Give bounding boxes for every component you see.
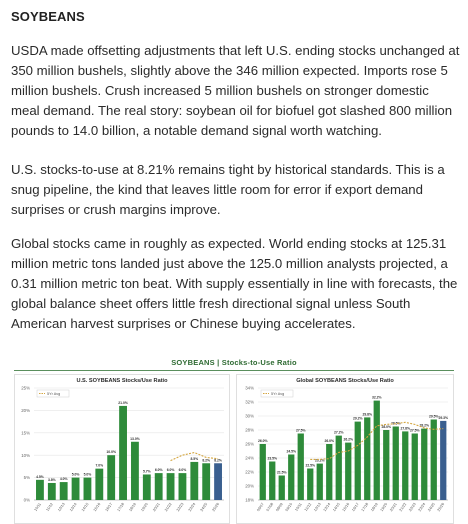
- bar-data-label: 32.2%: [371, 395, 382, 400]
- bar-data-label: 21.0%: [118, 400, 128, 405]
- bar-data-label: 4.5%: [36, 474, 44, 479]
- bar-13-14: [326, 444, 332, 500]
- bar-data-label: 26.0%: [324, 439, 335, 443]
- bar-data-label: 3.8%: [47, 477, 56, 482]
- bar-data-label: 28.0%: [381, 425, 392, 429]
- y-tick-label: 25%: [21, 385, 30, 391]
- x-tick-label: 10/11: [33, 502, 42, 512]
- x-tick-label: 17/18: [360, 502, 370, 513]
- bar-20-21: [393, 427, 399, 501]
- y-tick-label: 20%: [21, 408, 30, 413]
- x-tick-label: 09/10: [284, 502, 294, 513]
- x-tick-label: 23/24: [417, 502, 427, 513]
- us-stocks-use-chart: [14, 374, 230, 524]
- x-tick-label: 12/13: [313, 502, 322, 513]
- bar-21-22: [402, 431, 408, 500]
- bar-data-label: 24.5%: [286, 449, 297, 454]
- bar-23-24: [190, 462, 198, 500]
- x-tick-label: 20/21: [389, 502, 398, 513]
- x-tick-label: 24/25: [199, 502, 209, 513]
- bar-data-label: 23.5%: [267, 456, 278, 461]
- y-tick-label: 20%: [245, 483, 254, 489]
- bar-24-25: [431, 420, 437, 501]
- x-tick-label: 17/18: [116, 502, 126, 513]
- x-tick-label: 25/26: [436, 502, 446, 513]
- x-tick-label: 10/11: [294, 502, 303, 512]
- legend-label: 5Yr Avg: [47, 392, 61, 396]
- y-tick-label: 28%: [245, 427, 254, 433]
- x-tick-label: 18/19: [370, 502, 379, 513]
- bar-data-label: 27.5%: [295, 428, 306, 433]
- y-tick-label: 34%: [245, 385, 254, 391]
- y-tick-label: 15%: [21, 430, 30, 436]
- bar-10-11: [298, 434, 304, 501]
- bar-data-label: 28.2%: [419, 423, 430, 428]
- bar-data-label: 6.0%: [178, 468, 187, 473]
- bar-09-10: [288, 455, 294, 501]
- bar-23-24: [421, 429, 427, 500]
- x-tick-label: 21/22: [164, 502, 173, 513]
- x-tick-label: 07/08: [265, 502, 275, 513]
- x-tick-label: 12/13: [57, 502, 66, 513]
- bar-06-07: [260, 444, 266, 500]
- bar-data-label: 5.0%: [71, 472, 80, 477]
- x-tick-label: 16/17: [351, 502, 360, 513]
- bar-data-label: 26.2%: [343, 437, 354, 442]
- paragraph-stocks-to-use: U.S. stocks-to-use at 8.21% remains tight by historical standards. This is a snug pipeline, the kind that leaves little room for error if export demand surprises or crush margins improve.: [11, 162, 445, 217]
- y-tick-label: 30%: [245, 413, 254, 419]
- bar-data-label: 10.0%: [106, 450, 116, 455]
- x-tick-label: 21/22: [398, 502, 408, 513]
- bar-data-label: 21.5%: [276, 470, 287, 475]
- y-tick-label: 32%: [245, 399, 254, 405]
- bar-data-label: 26.0%: [257, 439, 268, 443]
- section-heading: SOYBEANS: [11, 9, 85, 24]
- bar-data-label: 23.2%: [314, 458, 325, 463]
- bar-data-label: 7.0%: [95, 463, 104, 468]
- legend-label: 5Yr Avg: [271, 392, 285, 396]
- bar-12-13: [60, 482, 68, 500]
- bar-22-23: [412, 434, 418, 501]
- bar-data-label: 5.7%: [142, 469, 151, 474]
- bar-data-label: 6.0%: [166, 468, 175, 473]
- bar-10-11: [36, 480, 44, 500]
- bar-data-label: 27.2%: [333, 430, 344, 435]
- y-tick-label: 10%: [21, 452, 30, 458]
- bar-data-label: 5.0%: [83, 472, 92, 477]
- bar-24-25: [202, 463, 210, 500]
- bar-data-label: 29.2%: [352, 416, 363, 421]
- bar-11-12: [307, 469, 313, 501]
- bar-data-label: 22.5%: [305, 463, 316, 468]
- bar-16-17: [107, 455, 115, 500]
- y-tick-label: 22%: [245, 469, 254, 475]
- bar-14-15: [336, 436, 342, 500]
- bar-18-19: [131, 442, 139, 500]
- chart-title: U.S. SOYBEANS Stocks/Use Ratio: [76, 378, 168, 384]
- bar-data-label: 8.2%: [202, 458, 211, 463]
- bar-16-17: [355, 422, 361, 500]
- bar-data-label: 29.8%: [362, 412, 373, 417]
- bar-19-20: [143, 474, 151, 500]
- bar-data-label: 13.0%: [130, 436, 140, 441]
- x-tick-label: 18/19: [128, 502, 137, 513]
- bar-14-15: [84, 478, 92, 500]
- bar-21-22: [167, 473, 175, 500]
- y-tick-label: 0%: [23, 497, 30, 503]
- bar-17-18: [364, 417, 370, 500]
- bar-data-label: 29.3%: [438, 415, 449, 420]
- x-tick-label: 14/15: [332, 502, 341, 513]
- figure-title-rule: [14, 370, 454, 371]
- bar-25-26: [214, 463, 222, 500]
- bar-data-label: 8.2%: [214, 458, 222, 463]
- bar-11-12: [48, 483, 56, 500]
- bar-22-23: [179, 473, 187, 500]
- bar-08-09: [279, 476, 285, 501]
- chart-title: Global SOYBEANS Stocks/Use Ratio: [296, 378, 394, 384]
- bar-data-label: 29.5%: [428, 414, 439, 419]
- bar-18-19: [374, 401, 380, 500]
- y-tick-label: 5%: [23, 475, 30, 481]
- bar-data-label: 27.5%: [409, 428, 420, 433]
- bar-19-20: [383, 430, 389, 500]
- bar-20-21: [155, 473, 163, 500]
- x-tick-label: 23/24: [187, 502, 197, 513]
- bar-data-label: 27.8%: [400, 426, 411, 431]
- bar-13-14: [72, 478, 80, 500]
- figure-title: SOYBEANS | Stocks-to-Use Ratio: [171, 358, 297, 367]
- x-tick-label: 13/14: [322, 502, 332, 513]
- x-tick-label: 11/12: [303, 502, 313, 512]
- x-tick-label: 15/16: [341, 502, 351, 513]
- x-tick-label: 19/20: [379, 502, 389, 513]
- bar-data-label: 6.0%: [154, 468, 163, 473]
- x-tick-label: 06/07: [256, 502, 265, 513]
- x-tick-label: 16/17: [104, 502, 114, 513]
- x-tick-label: 08/09: [275, 502, 284, 513]
- y-tick-label: 26%: [245, 441, 254, 447]
- y-tick-label: 18%: [245, 497, 254, 503]
- stocks-to-use-figure: [0, 350, 468, 524]
- x-tick-label: 11/12: [45, 502, 54, 512]
- x-tick-label: 22/23: [175, 502, 185, 513]
- x-tick-label: 14/15: [80, 502, 90, 513]
- bar-data-label: 28.5%: [390, 421, 401, 426]
- bar-25-26: [440, 421, 446, 500]
- bar-data-label: 4.0%: [59, 477, 68, 482]
- y-tick-label: 24%: [245, 455, 254, 461]
- x-tick-label: 13/14: [69, 502, 78, 513]
- bar-15-16: [95, 469, 103, 500]
- paragraph-us-adjustments: USDA made offsetting adjustments that left U.S. ending stocks unchanged at 350 million bushels, slightly above the 346 million expected. Imports rose 5 million bushels. Crush increased 5 million bushels on stronger domestic meal demand. The real story: soybean oil for biofuel got slashed 800 million pounds to 14.0 billion, a notable demand signal worth watching.: [11, 43, 460, 138]
- x-tick-label: 20/21: [152, 502, 161, 513]
- x-tick-label: 19/20: [140, 502, 149, 513]
- paragraph-global-stocks: Global stocks came in roughly as expected. World ending stocks at 125.31 million metric tons landed just above the 125.0 million analysts projected, a 0.31 million metric ton beat. With supply essentially in line with forecasts, the global balance sheet offers little fresh directional signal unless South American harvest surprises or Chinese buying accelerates.: [11, 236, 458, 331]
- bar-12-13: [317, 464, 323, 500]
- bar-07-08: [269, 462, 275, 501]
- bar-data-label: 8.5%: [190, 456, 199, 461]
- bar-17-18: [119, 406, 127, 500]
- x-tick-label: 22/23: [408, 502, 417, 513]
- global-stocks-use-chart: [236, 374, 454, 524]
- x-tick-label: 15/16: [92, 502, 102, 513]
- x-tick-label: 25/26: [211, 502, 221, 513]
- x-tick-label: 24/25: [427, 502, 436, 513]
